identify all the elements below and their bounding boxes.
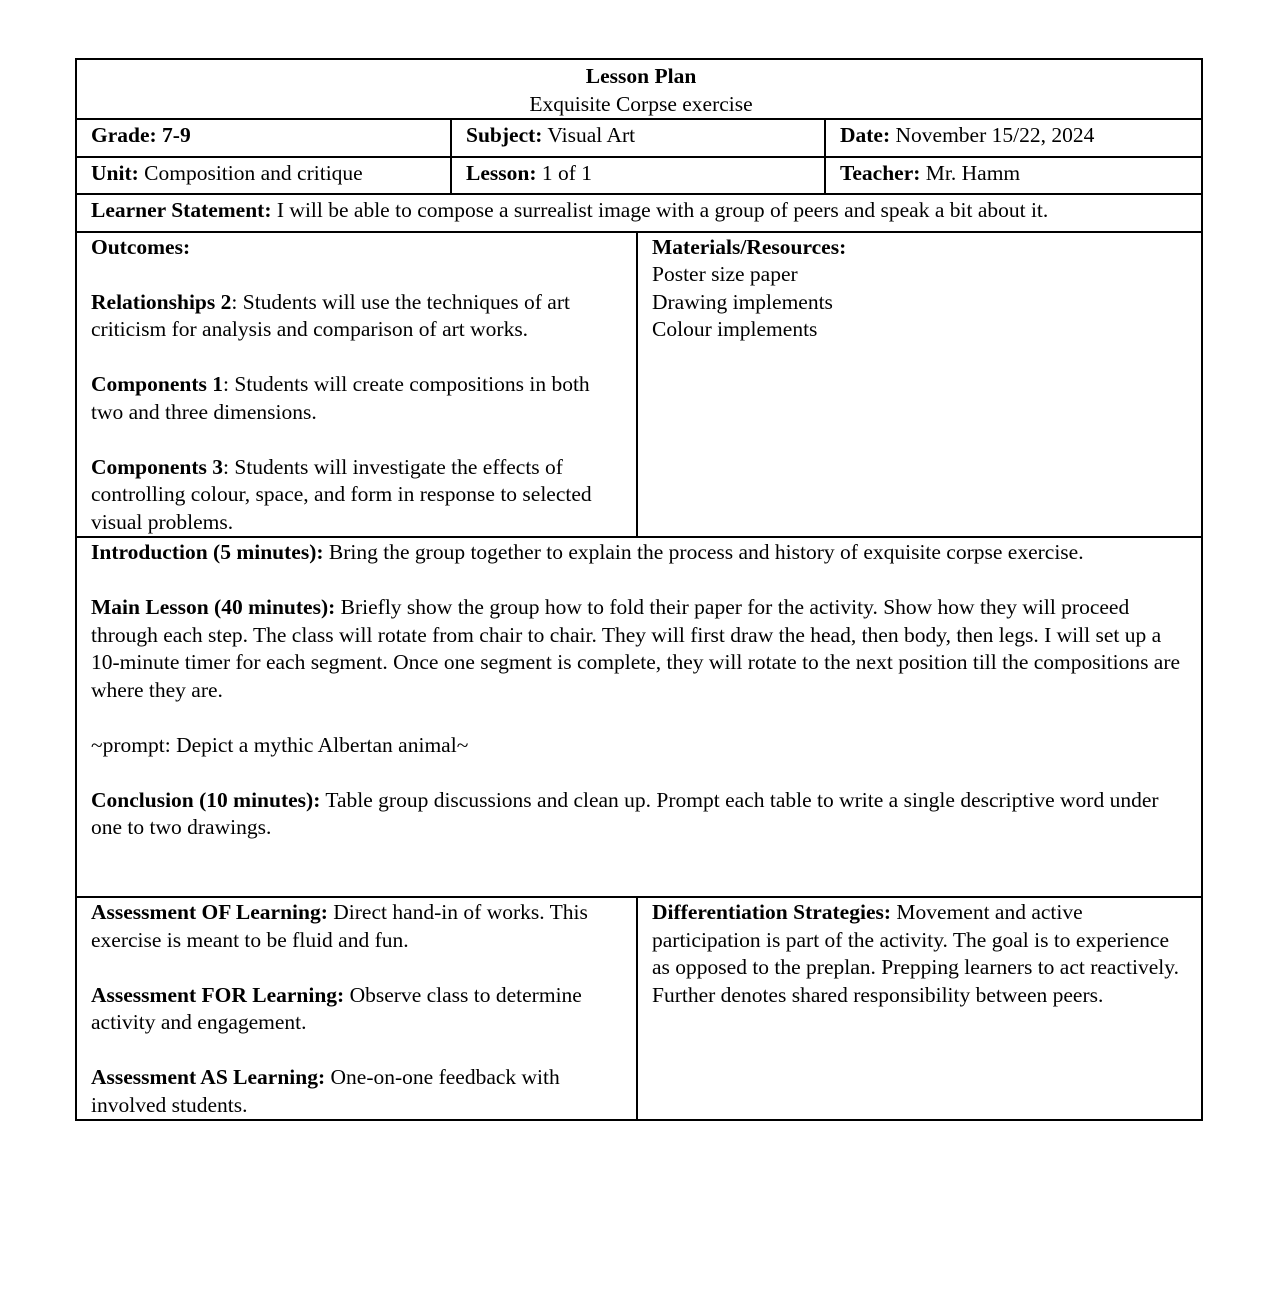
assessment-row — [76, 897, 1202, 1120]
subject-cell: Subject: Visual Art — [451, 119, 825, 157]
learner-statement-row — [76, 194, 1202, 232]
material-item: Drawing implements — [652, 289, 833, 314]
differentiation-text: Differentiation Strategies: Movement and active participation is part of the activity. The goal is to experience as opposed to the preplan. Prepping learners to act reactively. Further denotes shared responsibility between peers. — [652, 900, 1179, 1007]
assessment-for-text: Assessment FOR Learning: Observe class to determine activity and engagement. — [91, 982, 582, 1034]
outcome-item: Relationships 2: Students will use the techniques of art criticism for analysis and comparison of art works. — [91, 289, 570, 341]
prompt-text: ~prompt: Depict a mythic Albertan animal~ — [91, 732, 469, 757]
outcomes-row — [76, 232, 1202, 538]
unit-cell: Unit: Composition and critique — [76, 157, 451, 195]
grade-cell: Grade: 7-9 — [76, 119, 451, 157]
info-row-2 — [76, 157, 1202, 195]
date-cell: Date: November 15/22, 2024 — [825, 119, 1202, 157]
assessment-cell — [76, 897, 637, 1120]
lesson-plan-document — [75, 58, 1201, 1121]
procedure-row — [76, 537, 1202, 897]
learner-statement-cell: Learner Statement: I will be able to compose a surrealist image with a group of peers and speak a bit about it. — [76, 194, 1202, 232]
outcomes-cell — [76, 232, 637, 538]
introduction-text: Introduction (5 minutes): Bring the group together to explain the process and history of exquisite corpse exercise. — [91, 540, 1084, 564]
material-item: Colour implements — [652, 317, 818, 341]
teacher-cell: Teacher: Mr. Hamm — [825, 157, 1202, 195]
info-row-1 — [76, 119, 1202, 157]
page-title: Lesson Plan — [585, 64, 697, 88]
outcomes-heading: Outcomes: — [91, 234, 191, 259]
materials-heading: Materials/Resources: — [652, 234, 847, 259]
outcome-item: Components 3: Students will investigate the effects of controlling colour, space, and form in response to selected visual problems. — [91, 454, 592, 534]
title-cell — [76, 59, 1202, 119]
page-subtitle: Exquisite Corpse exercise — [529, 91, 753, 116]
material-item: Poster size paper — [652, 262, 798, 286]
materials-cell — [637, 232, 1202, 538]
lesson-cell: Lesson: 1 of 1 — [451, 157, 825, 195]
assessment-as-text: Assessment AS Learning: One-on-one feedback with involved students. — [91, 1065, 560, 1117]
conclusion-text: Conclusion (10 minutes): Table group discussions and clean up. Prompt each table to write a single descriptive word under one to two drawings. — [91, 787, 1159, 839]
lesson-plan-table — [75, 58, 1203, 1121]
title-row — [76, 59, 1202, 119]
procedure-cell — [76, 537, 1202, 897]
outcome-item: Components 1: Students will create compositions in both two and three dimensions. — [91, 372, 590, 424]
main-lesson-text: Main Lesson (40 minutes): Briefly show the group how to fold their paper for the activity. Show how they will proceed through each step. The class will rotate from chair to chair. They will first draw the head, then body, then legs. I will set up a 10-minute timer for each segment. Once one segment is complete, they will rotate to the next position till the compositions are where they are. — [91, 595, 1181, 702]
assessment-of-text: Assessment OF Learning: Direct hand-in of works. This exercise is meant to be fluid and fun. — [91, 900, 588, 952]
differentiation-cell — [637, 897, 1202, 1120]
